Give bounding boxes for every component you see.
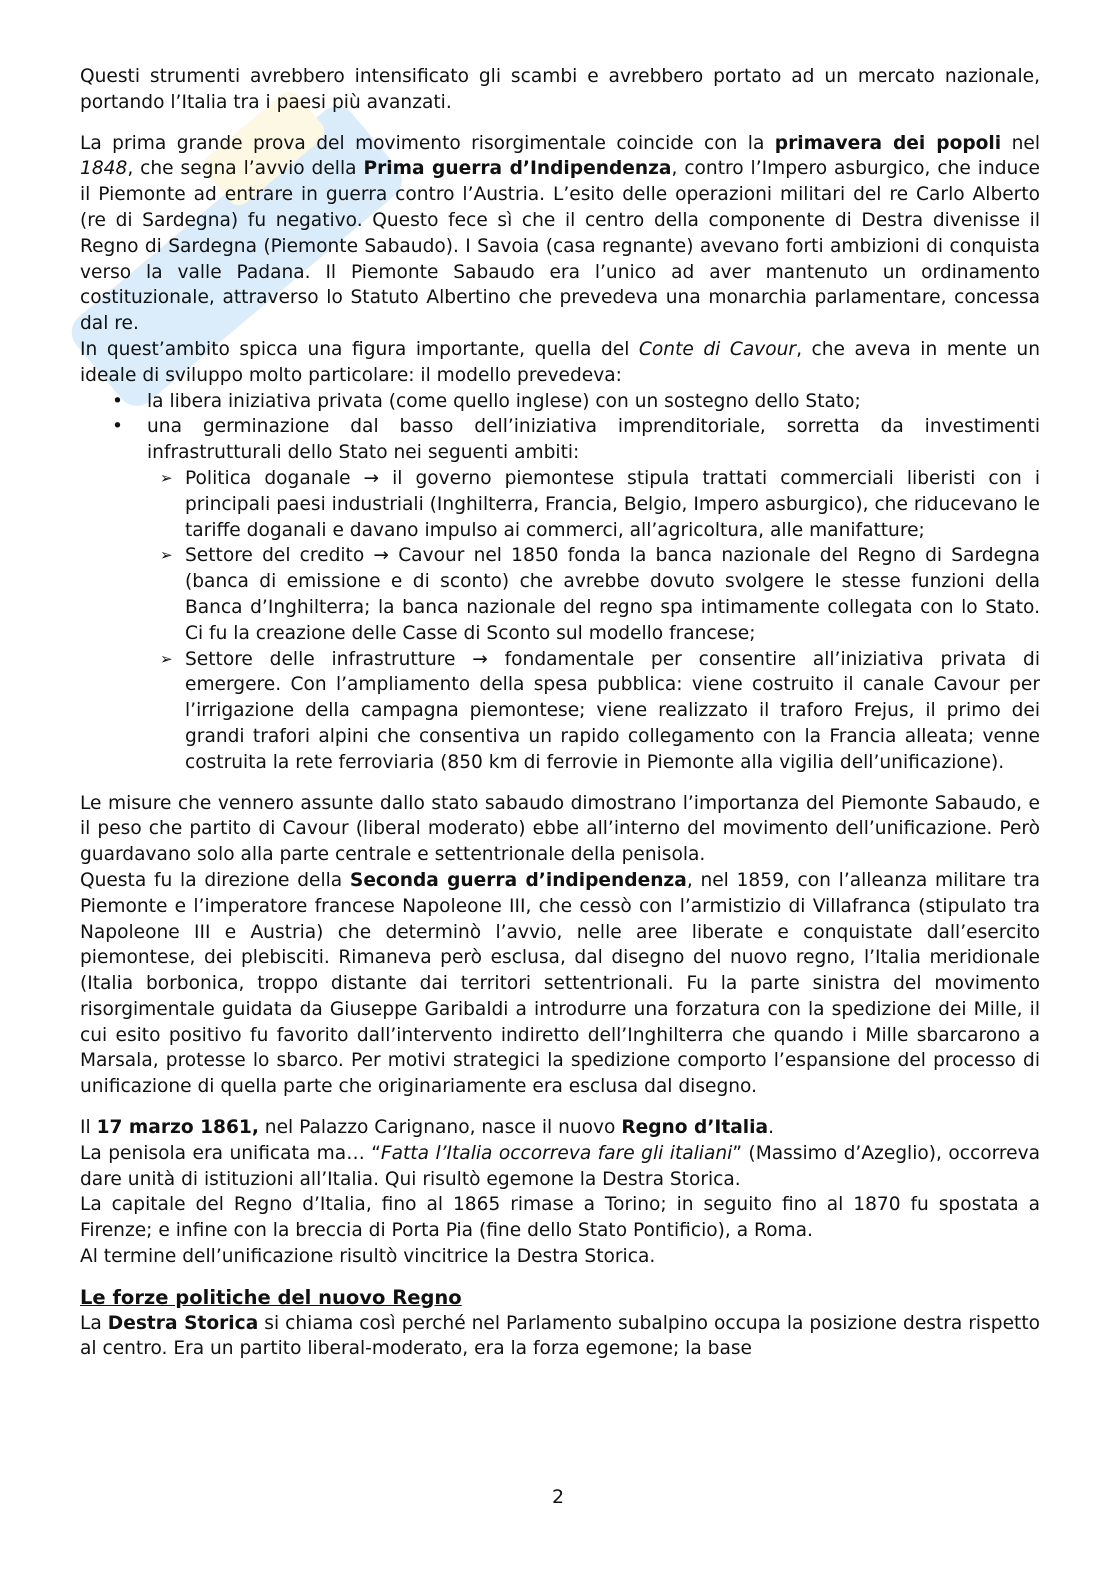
list-item bbox=[80, 543, 1040, 646]
text-run: ” (Massimo d’Azeglio), occorreva dare unità di istituzioni all’Italia. Qui risultò egemone la Destra Storica. bbox=[80, 1142, 1040, 1190]
paragraph bbox=[80, 64, 1040, 116]
bullet-icon: • bbox=[112, 416, 123, 438]
text-run: Il bbox=[80, 1117, 97, 1139]
text-run: La bbox=[80, 1312, 108, 1334]
text-run: Questi strumenti avrebbero intensificato gli scambi e avrebbero portato ad un mercato nazionale, portando l’Italia tra i paesi più avanzati. bbox=[80, 66, 1040, 113]
section-heading bbox=[80, 1285, 1040, 1311]
text-run: , contro l’Impero asburgico, che induce il Piemonte ad entrare in guerra contro l’Austria. L’esito delle operazioni militari del re Carlo Alberto (re di Sardegna) fu negativo. Questo fece sì che il centro della componente di Destra divenisse il Regno di Sardegna (Piemonte Sabaudo). I Savoia (casa regnante) avevano forti ambizioni di conquista verso la valle Padana. Il Piemonte Sabaudo era l’unico ad aver mantenuto un ordinamento costituzionale, attraverso lo Statuto Albertino che prevedeva una monarchia parlamentare, concessa dal re. bbox=[80, 158, 1040, 335]
list-item bbox=[80, 389, 1040, 415]
paragraph bbox=[80, 1192, 1040, 1244]
paragraph bbox=[80, 1311, 1040, 1363]
text-run: Settore del credito → Cavour nel 1850 fonda la banca nazionale del Regno di Sardegna (banca di emissione e di sconto) che avrebbe dovuto svolgere le stesse funzioni della Banca d’Inghilterra; la banca nazionale del regno spa intimamente collegata con lo Stato. Ci fu la creazione delle Casse di Sconto sul modello francese; bbox=[185, 545, 1040, 644]
paragraph bbox=[80, 1115, 1040, 1141]
text-run: . bbox=[768, 1117, 774, 1139]
page-number: 2 bbox=[551, 1486, 565, 1508]
paragraph bbox=[80, 791, 1040, 868]
text-run: La penisola era unificata ma… “ bbox=[80, 1142, 381, 1164]
text-run: , che aveva in mente un ideale di sviluppo molto particolare: il modello prevedeva: bbox=[80, 338, 1041, 386]
text-run: La prima grande prova del movimento risorgimentale coincide con la bbox=[80, 132, 775, 154]
text-run: La capitale del Regno d’Italia, fino al 1865 rimase a Torino; in seguito fino al 1870 fu spostata a Firenze; e infine con la breccia di Porta Pia (fine dello Stato Pontificio), a Roma. bbox=[80, 1194, 1040, 1242]
text-run: , nel 1859, con l’alleanza militare tra Piemonte e l’imperatore francese Napoleone III, che cessò con l’armistizio di Villafranca (stipulato tra Napoleone III e Austria) che determinò l’avvio, nelle aree liberate e conquistate dall’esercito piemontese, dei plebisciti. Rimaneva però esclusa, dal disegno del nuovo regno, l’Italia meridionale (Italia borbonica, troppo distante dai territori settentrionali. Fu la parte sinistra del movimento risorgimentale guidata da Giuseppe Garibaldi a introdurre una forzatura con la spedizione dei Mille, il cui esito positivo fu favorito dall’intervento indiretto dell’Inghilterra che quando i Mille sbarcarono a Marsala, protesse lo sbarco. Per motivi strategici la spedizione comporto l’espansione del processo di unificazione di quella parte che originariamente era esclusa dal disegno. bbox=[80, 869, 1040, 1098]
text-run: Questa fu la direzione della bbox=[80, 869, 350, 891]
text-run: si chiama così perché nel Parlamento subalpino occupa la posizione destra rispetto al centro. Era un partito liberal-moderato, era la forza egemone; la base bbox=[80, 1312, 1040, 1360]
arrow-bullet-icon: ➢ bbox=[160, 649, 173, 668]
paragraph bbox=[80, 1141, 1040, 1193]
text-run: una germinazione dal basso dell’iniziativa imprenditoriale, sorretta da investimenti infrastrutturali dello Stato nei seguenti ambiti: bbox=[147, 416, 1040, 464]
document-body bbox=[80, 64, 1040, 1362]
bold-text: Regno d’Italia bbox=[621, 1117, 769, 1139]
text-run: nel bbox=[1001, 132, 1040, 154]
list-item bbox=[80, 466, 1040, 543]
text-run: nel Palazzo Carignano, nasce il nuovo bbox=[258, 1117, 622, 1139]
text-run: , che segna l’avvio della bbox=[127, 158, 364, 180]
bold-text: Prima guerra d’Indipendenza bbox=[363, 158, 672, 180]
text-run: In quest’ambito spicca una figura importante, quella del bbox=[80, 338, 639, 360]
paragraph bbox=[80, 868, 1040, 1100]
text-run: Settore delle infrastrutture → fondamentale per consentire all’iniziativa privata di emergere. Con l’ampliamento della spesa pubblica: viene costruito il canale Cavour per l’irrigazione della campagna piemontese; viene realizzato il traforo Frejus, il primo dei grandi trafori alpini che consentiva un rapido collegamento con la Francia alleata; venne costruita la rete ferroviaria (850 km di ferrovie in Piemonte alla vigilia dell’unificazione). bbox=[185, 648, 1040, 773]
text-run: Le forze politiche del nuovo Regno bbox=[80, 1285, 462, 1309]
bold-text: Destra Storica bbox=[107, 1312, 259, 1334]
text-run: Al termine dell’unificazione risultò vincitrice la Destra Storica. bbox=[80, 1246, 656, 1268]
list-item bbox=[80, 414, 1040, 466]
paragraph bbox=[80, 337, 1040, 389]
arrow-bullet-icon: ➢ bbox=[160, 468, 173, 487]
paragraph bbox=[80, 131, 1040, 337]
text-run: la libera iniziativa privata (come quello inglese) con un sostegno dello Stato; bbox=[147, 390, 861, 412]
italic-text: 1848 bbox=[80, 158, 128, 180]
bold-text: 17 marzo 1861, bbox=[96, 1117, 259, 1139]
italic-text: Fatta l’Italia occorreva fare gli italiani bbox=[380, 1142, 733, 1164]
text-run: Le misure che vennero assunte dallo stato sabaudo dimostrano l’importanza del Piemonte Sabaudo, e il peso che partito di Cavour (liberal moderato) ebbe all’interno del movimento dell’unificazione. Però guardavano solo alla parte centrale e settentrionale della penisola. bbox=[80, 792, 1040, 866]
list-item bbox=[80, 647, 1040, 776]
bullet-icon: • bbox=[112, 390, 123, 412]
arrow-bullet-icon: ➢ bbox=[160, 546, 173, 565]
italic-text: Conte di Cavour bbox=[638, 338, 797, 360]
text-run: Politica doganale → il governo piemontese stipula trattati commerciali liberisti con i principali paesi industriali (Inghilterra, Francia, Belgio, Impero asburgico), che riducevano le tariffe doganali e davano impulso ai commerci, all’agricoltura, alle manifatture; bbox=[185, 467, 1040, 541]
paragraph bbox=[80, 1244, 1040, 1270]
bold-text: primavera dei popoli bbox=[774, 132, 1002, 154]
bold-text: Seconda guerra d’indipendenza bbox=[349, 869, 687, 891]
